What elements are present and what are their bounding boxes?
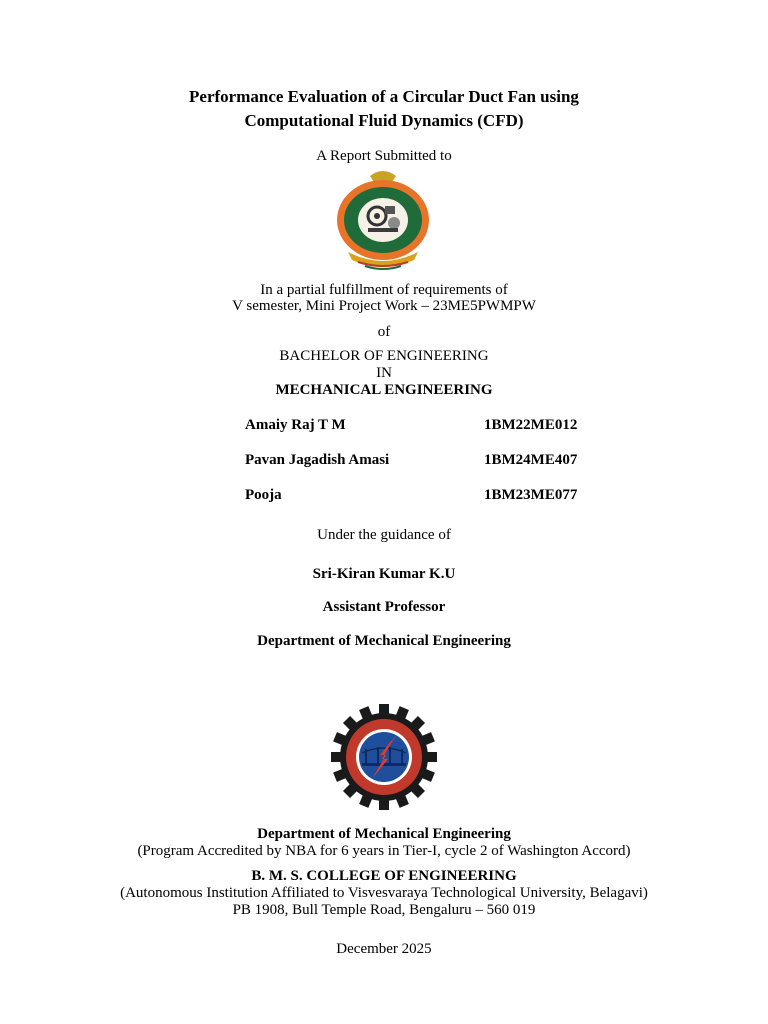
footer-department: Department of Mechanical Engineering <box>257 826 511 842</box>
footer-affiliation: (Autonomous Institution Affiliated to Visvesvaraya Technological University, Belagavi) <box>120 885 648 901</box>
of-label: of <box>377 324 391 340</box>
degree-line-2: IN <box>376 365 392 381</box>
footer-college-name: B. M. S. COLLEGE OF ENGINEERING <box>251 868 517 884</box>
report-title-line-1: Performance Evaluation of a Circular Duct Fan using <box>189 87 579 106</box>
report-date: December 2025 <box>336 941 432 957</box>
student-usn: 1BM23ME077 <box>484 487 578 503</box>
guidance-label: Under the guidance of <box>317 527 451 543</box>
student-usn: 1BM24ME407 <box>484 452 578 468</box>
footer-address: PB 1908, Bull Temple Road, Bengaluru – 560 019 <box>232 902 536 918</box>
degree-line-3: MECHANICAL ENGINEERING <box>275 382 493 398</box>
bmsce-gear-emblem-icon <box>330 704 438 810</box>
guide-department: Department of Mechanical Engineering <box>257 633 511 649</box>
guide-name: Sri-Kiran Kumar K.U <box>312 566 456 582</box>
submitted-to-label: A Report Submitted to <box>316 148 452 164</box>
footer-accreditation: (Program Accredited by NBA for 6 years in Tier-I, cycle 2 of Washington Accord) <box>137 843 631 859</box>
student-name: Amaiy Raj T M <box>245 417 346 433</box>
guide-designation: Assistant Professor <box>322 599 446 615</box>
degree-line-1: BACHELOR OF ENGINEERING <box>279 348 489 364</box>
student-usn: 1BM22ME012 <box>484 417 578 433</box>
vtu-emblem-icon <box>330 166 436 270</box>
fulfillment-line-1: In a partial fulfillment of requirements of <box>260 282 508 298</box>
student-name: Pavan Jagadish Amasi <box>245 452 390 468</box>
student-name: Pooja <box>245 487 282 503</box>
report-title-line-2: Computational Fluid Dynamics (CFD) <box>244 111 524 130</box>
fulfillment-line-2: V semester, Mini Project Work – 23ME5PWMPW <box>232 298 536 314</box>
